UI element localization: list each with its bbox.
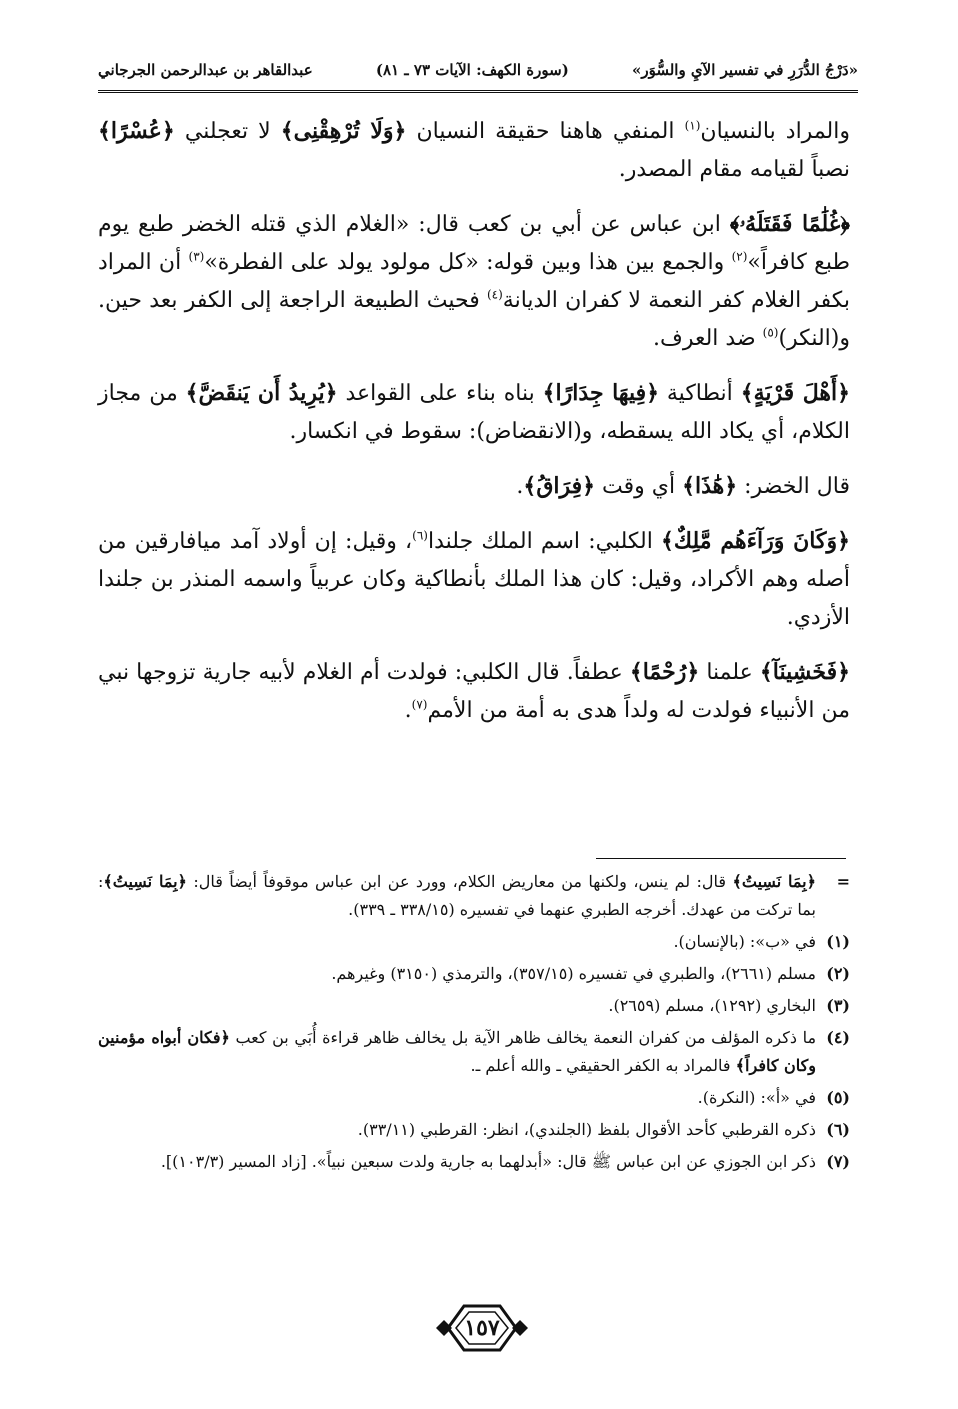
footnote-text: ذكره القرطبي كأحد الأقوال بلفظ (الجلندي)، انظر: القرطبي (٣٣/١١). xyxy=(357,1120,816,1139)
text-run: ما ذكره المؤلف من كفران النعمة يخالف ظاهر الآية بل يخالف ظاهر قراءة أُبَي بن كعب xyxy=(229,1028,817,1047)
quran-quote: ﴿هَٰذَا﴾ xyxy=(682,473,738,499)
running-header xyxy=(98,52,858,88)
header-author: عبدالقاهر بن عبدالرحمن الجرجاني xyxy=(98,61,313,79)
text-run: والمراد بالنسيان xyxy=(700,119,850,144)
footnote-4 xyxy=(98,1024,850,1080)
footnote-mark: (٥) xyxy=(826,1088,850,1107)
text-run: أنطاكية xyxy=(659,381,741,406)
text-run: علمنا xyxy=(699,660,760,685)
header-surah-info: (سورة الكهف: الآيات ٧٣ ـ ٨١) xyxy=(375,61,569,79)
footnote-mark: (٦) xyxy=(826,1120,850,1139)
footnote-rule xyxy=(596,858,846,859)
footnote-text xyxy=(98,1024,816,1080)
text-run: عطفاً. قال الكلبي: فولدت أم الغلام لأبيه جارية تزوجها نبي من الأنبياء فولدت له ولداً هدى به أمة من الأمم xyxy=(98,660,850,723)
paragraph-1 xyxy=(98,112,850,189)
footnote-mark: (٧) xyxy=(826,1152,850,1171)
footnote-ref[interactable]: (٣) xyxy=(188,249,205,264)
text-run: من مجاز الكلام، أي يكاد الله يسقطه، و(الانقضاض): سقوط في انكسار. xyxy=(98,381,850,444)
text-run: فالمراد به الكفر الحقيقي ـ والله أعلم ـ. xyxy=(470,1056,736,1075)
quran-quote: ﴿فِيهَا جِدَارًا﴾ xyxy=(542,380,659,406)
quran-quote: ﴿بِمَا نَسِيتُ﴾ xyxy=(732,872,817,891)
page-number-ornament xyxy=(434,1300,530,1356)
text-run: الكلبي: اسم الملك جلندا xyxy=(427,529,662,554)
footnote-text: في «ب»: (بالإنسان). xyxy=(673,932,816,951)
quran-quote: ﴿غُلَٰمًا فَقَتَلَهُۥ﴾ xyxy=(729,211,850,237)
quran-quote: ﴿رُحْمًا﴾ xyxy=(629,659,700,685)
footnote-text: في «أ»: (النكرة). xyxy=(697,1088,816,1107)
text-run: قال الخضر: xyxy=(737,474,850,499)
text-run: لا تعجلني xyxy=(174,119,281,144)
paragraph-2 xyxy=(98,205,850,358)
text-run: : بما تركت من عهدك. أخرجه الطبري عنهما في تفسيره (٣٣٨/١٥ ـ ٣٣٩). xyxy=(98,872,816,919)
footnote-6 xyxy=(98,1116,850,1144)
quran-quote: ﴿عُسْرًا﴾ xyxy=(98,118,175,144)
footnote-mark: (٢) xyxy=(826,964,850,983)
footnote-text: مسلم (٢٦٦١)، والطبري في تفسيره (٣٥٧/١٥)، والترمذي (٣١٥٠) وغيرهم. xyxy=(331,964,816,983)
footnote-5 xyxy=(98,1084,850,1112)
page-number: ١٥٧ xyxy=(464,1315,500,1341)
text-run: قال: لم ينس، ولكنها من معاريض الكلام، وورد عن ابن عباس موقوفاً أيضاً قال: xyxy=(186,872,733,891)
text-run: . xyxy=(404,698,412,723)
footnote-ref[interactable]: (٦) xyxy=(412,528,428,543)
footnote-text: ذكر ابن الجوزي عن ابن عباس ﷺ قال: «أبدلهما به جارية ولدت سبعين نبياً». [زاد المسير (١٠٣/٣)]. xyxy=(160,1152,816,1171)
paragraph-5 xyxy=(98,522,850,637)
text-run: ، وقيل: إن أولاد آمد ميافارقين من أصله وهم الأكراد، وقيل: كان هذا الملك بأنطاكية وكان عربياً واسمه المنذر بن جلندا الأزدي. xyxy=(98,529,850,630)
footnote-text: البخاري (١٢٩٢)، مسلم (٢٦٥٩). xyxy=(608,996,816,1015)
footnote-7 xyxy=(98,1148,850,1176)
footnote-mark: (١) xyxy=(826,932,850,951)
text-run: أي وقت xyxy=(595,474,683,499)
text-run: ضد العرف. xyxy=(653,326,763,351)
footnote-mark: (٣) xyxy=(826,996,850,1015)
quran-quote: ﴿بِمَا نَسِيتُ﴾ xyxy=(103,872,187,891)
footnote-ref[interactable]: (٢) xyxy=(731,249,748,264)
footnote-1 xyxy=(98,928,850,956)
text-run: . xyxy=(516,474,524,499)
text-run: أن المراد بكفر الغلام كفر النعمة لا كفران الديانة xyxy=(98,250,850,313)
footnotes xyxy=(98,868,850,1180)
text-run: ابن عباس عن أبي بن كعب قال: «الغلام الذي قتله الخضر طبع يوم طبع كافراً» xyxy=(98,212,850,275)
footnote-continuation xyxy=(98,868,850,924)
quran-quote: ﴿وَلَا تُرْهِقْنِى﴾ xyxy=(280,118,407,144)
text-run: المنفي هاهنا حقيقة النسيان xyxy=(406,119,685,144)
footnote-mark: = xyxy=(836,872,850,891)
footnote-mark: (٤) xyxy=(826,1028,850,1047)
text-run: بناه بناء على القواعد xyxy=(337,381,543,406)
header-rule xyxy=(98,90,858,93)
footnote-ref[interactable]: (٤) xyxy=(486,287,503,302)
header-book-title: «دَرْجُ الدُّرَرِ في تفسير الآيِ والسُّوَر» xyxy=(631,61,858,79)
footnote-ref[interactable]: (٧) xyxy=(411,697,428,712)
quran-quote: ﴿فكان أبواه مؤمنين وكان كافراً﴾ xyxy=(98,1028,816,1075)
paragraph-4 xyxy=(98,467,850,506)
footnote-ref[interactable]: (١) xyxy=(684,118,701,133)
quran-quote: ﴿وَكَانَ وَرَآءَهُم مَّلِكٌ﴾ xyxy=(661,528,850,554)
footnote-ref[interactable]: (٥) xyxy=(762,325,779,340)
paragraph-3 xyxy=(98,374,850,451)
quran-quote: ﴿فَخَشِينَآ﴾ xyxy=(759,659,850,685)
quran-quote: ﴿أَهْلَ قَرْيَةٍ﴾ xyxy=(740,380,850,406)
text-run: نصباً لقيامه مقام المصدر. xyxy=(618,157,850,182)
footnote-2 xyxy=(98,960,850,988)
main-text xyxy=(98,112,850,746)
text-run: فحيث الطبيعة الراجعة إلى الكفر بعد حين. و(النكر) xyxy=(98,288,850,351)
quran-quote: ﴿يُرِيدُ أَن يَنقَضَّ﴾ xyxy=(185,380,338,406)
footnote-3 xyxy=(98,992,850,1020)
text-run: والجمع بين هذا وبين قوله: «كل مولود يولد على الفطرة» xyxy=(204,250,732,275)
footnote-text xyxy=(98,868,816,924)
quran-quote: ﴿فِرَاقُ﴾ xyxy=(523,473,596,499)
paragraph-6 xyxy=(98,653,850,730)
